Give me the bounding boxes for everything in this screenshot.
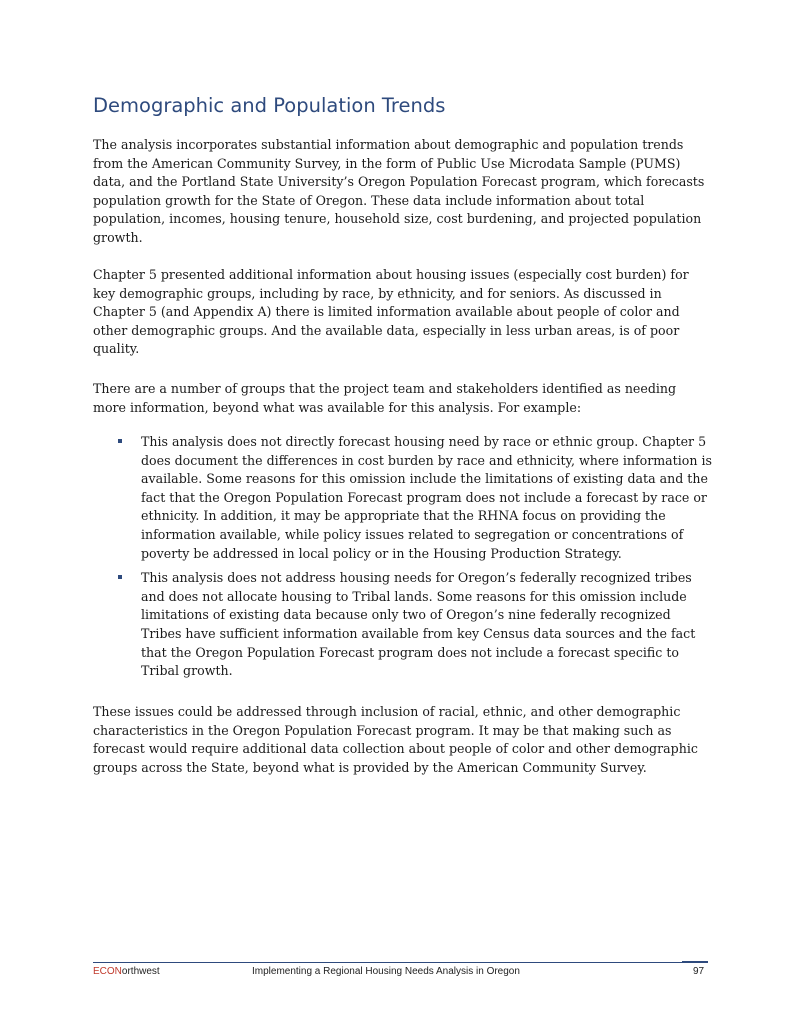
paragraph-intro: The analysis incorporates substantial information about demographic and population trends from the American Community Survey, in the form of Public Use Microdata Sample (PUMS) data, and the Portland State University’s Oregon Population Forecast program, which forecasts population growth for the State of Oregon. These data include information about total population, incomes, housing tenure, household size, cost burdening, and projected population growth. xyxy=(93,137,705,245)
paragraph-chapter5: Chapter 5 presented additional information about housing issues (especially cost burden) for key demographic groups, including by race, by ethnicity, and for seniors. As discussed in Chapter 5 (and Appendix A) there is limited information available about people of color and other demographic groups. And the available data, especially in less urban areas, is of poor quality. xyxy=(93,267,689,357)
footer-divider xyxy=(93,962,708,963)
bullet-square-icon xyxy=(118,439,122,443)
footer-title: Implementing a Regional Housing Needs Analysis in Oregon xyxy=(252,966,520,977)
bullet-list xyxy=(93,433,713,687)
paragraph-groups: There are a number of groups that the project team and stakeholders identified as needing more information, beyond what was available for this analysis. For example: xyxy=(93,381,677,415)
section-heading: Demographic and Population Trends xyxy=(93,94,446,117)
footer-brand xyxy=(93,966,160,977)
list-item xyxy=(93,569,713,681)
page-number: 97 xyxy=(693,966,705,977)
footer-divider-accent xyxy=(682,961,708,963)
bullet-text: This analysis does not address housing needs for Oregon’s federally recognized tribes and does not allocate housing to Tribal lands. Some reasons for this omission include limitations of existing data because only two of Oregon’s nine federally recognized Tribes have sufficient information available from key Census data sources and the fact that the Oregon Population Forecast program does not include a forecast specific to Tribal growth. xyxy=(141,570,696,679)
paragraph-conclusion: These issues could be addressed through inclusion of racial, ethnic, and other demographic characteristics in the Oregon Population Forecast program. It may be that making such as forecast would require additional data collection about people of color and other demographic groups across the State, beyond what is provided by the American Community Survey. xyxy=(93,704,698,775)
brand-econ: ECON xyxy=(93,966,122,977)
bullet-text: This analysis does not directly forecast housing need by race or ethnic group. Chapter 5 does document the differences in cost burden by race and ethnicity, where information is available. Some reasons for this omission include the limitations of existing data and the fact that the Oregon Population Forecast program does not include a forecast by race or ethnicity. In addition, it may be appropriate that the RHNA focus on providing the information available, while policy issues related to segregation or concentrations of poverty be addressed in local policy or in the Housing Production Strategy. xyxy=(141,434,712,561)
bullet-square-icon xyxy=(118,575,122,579)
brand-suffix: orthwest xyxy=(121,966,160,977)
list-item xyxy=(93,433,713,563)
